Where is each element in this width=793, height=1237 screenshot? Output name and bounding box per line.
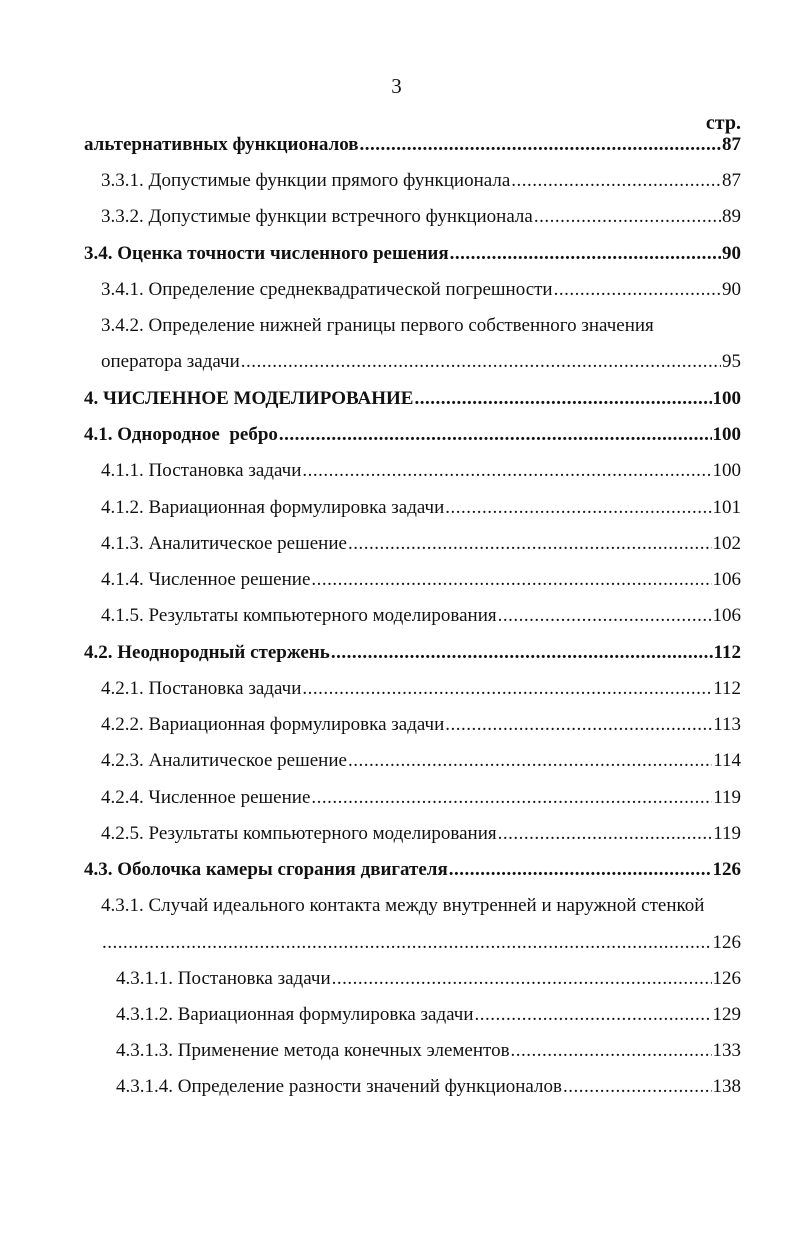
toc-leader-dots [302,675,712,703]
toc-entry[interactable] [84,856,741,884]
toc-entry[interactable] [101,929,741,957]
toc-entry-page: 113 [713,714,741,735]
toc-entry[interactable] [116,1073,741,1101]
toc-entry-label: 4.2.4. Численное решение [101,787,311,808]
toc-entry-page: 114 [713,750,741,771]
page-number: 3 [391,74,402,98]
toc-entry-page: 95 [722,351,741,372]
toc-entry-page: 112 [713,678,741,699]
toc-leader-dots [241,348,721,376]
toc-entry-page: 119 [713,823,741,844]
toc-leader-dots [311,566,711,594]
toc-leader-dots [102,929,712,957]
toc-entry-page: 119 [713,787,741,808]
toc-entry-page: 112 [713,642,741,663]
toc-entry-page: 102 [712,533,741,554]
toc-entry-page: 126 [712,859,741,880]
toc-entry-page: 87 [722,170,741,191]
toc-entry-label: 4.3. Оболочка камеры сгорания двигателя [84,859,448,880]
toc-entry-label: 4.3.1.1. Постановка задачи [116,968,331,989]
toc-entry[interactable] [101,348,741,376]
toc-entry-page: 126 [712,932,741,953]
toc-entry-label: 4.3.1.4. Определение разности значений функционалов [116,1076,562,1097]
toc-entry-label: 3.4. Оценка точности численного решения [84,243,449,264]
toc-entry-label: 4.2.5. Результаты компьютерного моделирования [101,823,497,844]
page-column-header: стр. [705,112,741,134]
toc-entry[interactable] [101,276,741,304]
toc-entry-label: 4.3.1.3. Применение метода конечных элементов [116,1040,510,1061]
toc-entry-label: 4. ЧИСЛЕННОЕ МОДЕЛИРОВАНИЕ [84,388,414,409]
toc-entry-label: 4.1.2. Вариационная формулировка задачи [101,497,445,518]
toc-leader-dots [311,784,712,812]
toc-entry[interactable] [116,1037,741,1065]
toc-entry-page: 133 [712,1040,741,1061]
toc-entry-page: 100 [712,388,741,409]
toc-entry-page: 129 [712,1004,741,1025]
toc-entry[interactable] [84,639,741,667]
toc-entry-page: 138 [712,1076,741,1097]
toc-entry-label: 3.3.2. Допустимые функции встречного функционала [101,206,533,227]
toc-entry[interactable] [101,167,741,195]
toc-entry[interactable] [101,494,741,522]
toc-entry-label: 4.2.3. Аналитическое решение [101,750,347,771]
toc-entry[interactable] [116,1001,741,1029]
toc-leader-dots [563,1073,712,1101]
toc-entry-page: 106 [712,569,741,590]
toc-entry-page: 87 [722,134,741,155]
toc-entry[interactable] [101,203,741,231]
toc-leader-dots [445,711,712,739]
toc-leader-dots [450,240,721,268]
toc-entry-label-line1[interactable]: 3.4.2. Определение нижней границы первого собственного значения [101,315,654,336]
toc-entry-label: 4.3.1.2. Вариационная формулировка задачи [116,1004,474,1025]
toc-entry-page: 90 [722,279,741,300]
toc-entry-page: 90 [722,243,741,264]
toc-entry-page: 101 [712,497,741,518]
toc-entry[interactable] [84,421,741,449]
toc-entry-label: 4.2.1. Постановка задачи [101,678,302,699]
toc-entry-label: 4.2.2. Вариационная формулировка задачи [101,714,445,735]
toc-entry-label: 4.2. Неоднородный стержень [84,642,330,663]
toc-entry[interactable] [101,747,741,775]
toc-leader-dots [511,167,721,195]
toc-entry[interactable] [101,784,741,812]
toc-entry-page: 106 [712,605,741,626]
toc-entry-label-line1[interactable]: 4.3.1. Случай идеального контакта между внутренней и наружной стенкой [101,895,705,916]
toc-entry-label: оператора задачи [101,351,240,372]
toc-entry[interactable] [116,965,741,993]
toc-entry-label: 4.1.1. Постановка задачи [101,460,302,481]
toc-entry-page: 100 [712,424,741,445]
toc-leader-dots [279,421,712,449]
toc-entry-label: 4.1.4. Численное решение [101,569,311,590]
toc-leader-dots [302,457,711,485]
toc-entry-label: 4.1. Однородное ребро [84,424,278,445]
toc-leader-dots [498,602,712,630]
toc-entry-label: 3.4.1. Определение среднеквадратической погрешности [101,279,553,300]
toc-leader-dots [331,639,713,667]
toc-entry[interactable] [84,385,741,413]
toc-entry-label: 3.3.1. Допустимые функции прямого функционала [101,170,511,191]
toc-entry-label: 4.1.3. Аналитическое решение [101,533,347,554]
toc-entry[interactable] [101,530,741,558]
toc-leader-dots [475,1001,712,1029]
toc-entry-label: 4.1.5. Результаты компьютерного моделирования [101,605,497,626]
toc-leader-dots [414,385,711,413]
toc-entry[interactable] [101,457,741,485]
toc-entry-page: 89 [722,206,741,227]
toc-entry-label: альтернативных функционалов [84,134,359,155]
toc-entry[interactable] [101,566,741,594]
toc-leader-dots [332,965,712,993]
toc-entry[interactable] [101,820,741,848]
toc-leader-dots [445,494,711,522]
toc-leader-dots [360,131,721,159]
toc-leader-dots [348,530,712,558]
toc-leader-dots [348,747,712,775]
toc-leader-dots [554,276,721,304]
toc-entry-page: 100 [712,460,741,481]
toc-leader-dots [449,856,712,884]
toc-entry[interactable] [101,675,741,703]
toc-entry-page: 126 [712,968,741,989]
toc-leader-dots [511,1037,712,1065]
toc-leader-dots [534,203,721,231]
toc-leader-dots [498,820,713,848]
toc-entry[interactable] [84,240,741,268]
toc-entry[interactable] [101,602,741,630]
toc-entry[interactable] [84,131,741,159]
toc-entry[interactable] [101,711,741,739]
